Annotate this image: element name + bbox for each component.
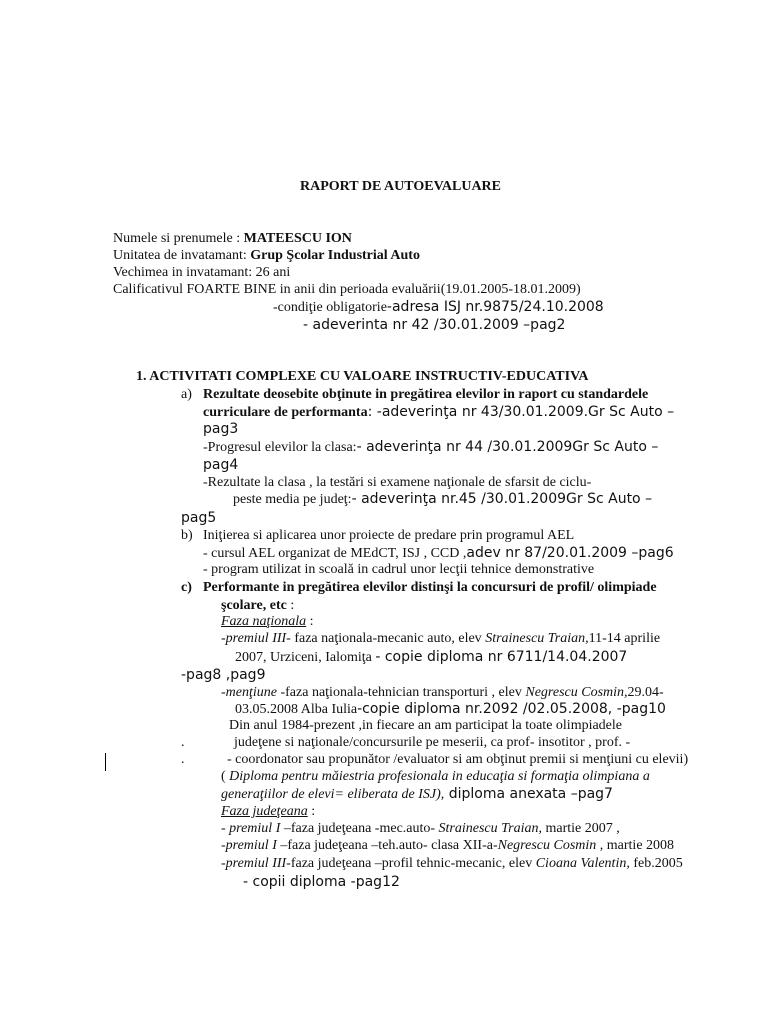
prize3-reference: - copie diploma nr 6711/14.04.2007 bbox=[375, 649, 628, 665]
diploma-title: Diploma pentru măiestria profesionala in educaţia si formaţia olimpiana a bbox=[229, 769, 650, 784]
county-phase-heading bbox=[221, 805, 315, 819]
results-line: -Rezultate la clasa , la testări si examene naţionale de sfarsit de ciclu- bbox=[203, 475, 592, 490]
county-prize3-date: feb.2005 bbox=[629, 856, 683, 871]
national-phase-colon: : bbox=[306, 614, 314, 629]
bullet-dot: . bbox=[181, 735, 185, 750]
prize3-line2 bbox=[235, 650, 627, 665]
prize3-pages: -pag8 ,pag9 bbox=[181, 667, 266, 683]
name-value: MATEESCU ION bbox=[243, 231, 352, 246]
item-a-title-line1: Rezultate deosebite obţinute in pregătirea elevilor in raport cu standardele bbox=[203, 387, 649, 402]
coordinator-line: - coordonator sau propunător /evaluator si am obţinut premii si menţiuni cu elevii) bbox=[227, 752, 689, 767]
county-prize1b-line bbox=[221, 839, 674, 853]
diploma-line bbox=[221, 770, 650, 784]
diploma-reference: diploma anexata –pag7 bbox=[444, 786, 613, 802]
ael-course-text: - cursul AEL organizat de MEdCT, ISJ , CCD , bbox=[203, 546, 467, 561]
results-reference: - adeverinţa nr.45 /30.01.2009Gr Sc Auto – bbox=[351, 491, 653, 507]
since-1984-line: Din anul 1984-prezent ,in fiecare an am participat la toate olimpiadele bbox=[229, 718, 622, 733]
county-prize3-phase: faza judeţeana –profil tehnic-mecanic, elev bbox=[290, 856, 536, 871]
mention-line bbox=[221, 686, 664, 700]
item-a-marker: a) bbox=[181, 387, 192, 402]
county-phase-label: Faza judeţeana bbox=[221, 804, 308, 819]
county-national-line: judeţene si naţionale/concursurile pe meserii, ca prof- insotitor , prof. - bbox=[234, 735, 631, 750]
prize3-phase: faza naţionala-mecanic auto, elev bbox=[290, 631, 486, 646]
county-prize1b-phase: –faza judeţeana –teh.auto- clasa XII-a- bbox=[276, 838, 498, 853]
ael-program-line: - program utilizat in scoală in cadrul unor lecţii tehnice demonstrative bbox=[203, 562, 595, 577]
mention-reference: -copie diploma nr.2092 /02.05.2008, -pag10 bbox=[357, 701, 666, 717]
item-a-reference: : -adeverinţa nr 43/30.01.2009.Gr Sc Auto – bbox=[367, 404, 675, 420]
county-prize1-line bbox=[221, 822, 620, 836]
prize3-date: 11-14 aprilie bbox=[588, 631, 661, 646]
mention-phase: -faza naţionala-tehnician transporturi , elev bbox=[276, 685, 526, 700]
county-prize1-date: martie 2007 , bbox=[542, 821, 620, 836]
results-page: pag5 bbox=[181, 510, 217, 526]
item-a-title-end: curriculare de performanta bbox=[203, 405, 368, 420]
text-cursor bbox=[105, 753, 106, 771]
results-line2 bbox=[233, 492, 652, 507]
progress-label: -Progresul elevilor la clasa: bbox=[203, 440, 357, 455]
seniority-line: Vechimea in invatamant: 26 ani bbox=[113, 265, 291, 280]
item-c-title-line2 bbox=[221, 599, 294, 613]
bullet-dot: . bbox=[181, 752, 185, 767]
condition-line bbox=[273, 300, 604, 315]
mention-student: Negrescu Cosmin, bbox=[525, 685, 628, 700]
progress-page: pag4 bbox=[203, 457, 239, 473]
item-a-reference-page: pag3 bbox=[203, 421, 239, 437]
condition-address: -adresa ISJ nr.9875/24.10.2008 bbox=[386, 299, 604, 315]
unit-line bbox=[113, 249, 420, 263]
national-phase-label: Faza naţionala bbox=[221, 614, 307, 629]
county-prize1b-label: -premiul I bbox=[221, 838, 277, 853]
mention-line2 bbox=[235, 702, 666, 717]
county-prize3-student: Cioana Valentin, bbox=[535, 856, 630, 871]
item-c-title-line1: Performante in pregătirea elevilor distinşi la concursuri de profil/ olimpiade bbox=[203, 580, 657, 595]
prize3-location: 2007, Urziceni, Ialomiţa bbox=[235, 650, 376, 665]
prize3-student: Strainescu Traian, bbox=[485, 631, 589, 646]
item-b-marker: b) bbox=[181, 528, 193, 543]
national-phase-heading bbox=[221, 615, 314, 629]
progress-reference: - adeverinţa nr 44 /30.01.2009Gr Sc Auto – bbox=[356, 439, 659, 455]
county-prize3-line bbox=[221, 857, 683, 871]
certificate-line: - adeverinta nr 42 /30.01.2009 –pag2 bbox=[303, 317, 566, 333]
results-label: peste media pe judeţ: bbox=[233, 492, 352, 507]
county-prize1b-date: , martie 2008 bbox=[596, 838, 675, 853]
item-a-title-line2 bbox=[203, 405, 674, 420]
item-b-text: Iniţierea si aplicarea unor proiecte de predare prin programul AEL bbox=[203, 528, 575, 543]
county-prize1-phase: –faza judeţeana -mec.auto- bbox=[280, 821, 439, 836]
county-prize1-label: - premiul I bbox=[221, 821, 281, 836]
progress-line bbox=[203, 440, 658, 455]
name-line bbox=[113, 232, 352, 246]
county-phase-colon: : bbox=[307, 804, 316, 819]
name-label: Numele si prenumele : bbox=[113, 231, 244, 246]
ael-course-line bbox=[203, 546, 674, 561]
item-c-marker: c) bbox=[181, 580, 192, 595]
unit-value: Grup Şcolar Industrial Auto bbox=[250, 248, 420, 263]
county-prize3-label: -premiul III- bbox=[221, 856, 291, 871]
rating-line: Calificativul FOARTE BINE in anii din perioada evaluării(19.01.2005-18.01.2009) bbox=[113, 282, 581, 297]
section-heading: 1. ACTIVITATI COMPLEXE CU VALOARE INSTRUCTIV-EDUCATIVA bbox=[136, 369, 589, 384]
mention-label: -menţiune bbox=[221, 685, 277, 700]
item-c-title-colon: : bbox=[286, 598, 295, 613]
unit-label: Unitatea de invatamant: bbox=[113, 248, 251, 263]
document-title: RAPORT DE AUTOEVALUARE bbox=[300, 179, 501, 194]
diploma-issuer: generaţiilor de elevi= eliberata de ISJ), bbox=[221, 787, 445, 802]
diploma-open-paren: ( bbox=[221, 769, 230, 784]
county-prize1b-student: Negrescu Cosmin bbox=[497, 838, 597, 853]
prize3-line bbox=[221, 632, 660, 646]
ael-course-reference: adev nr 87/20.01.2009 –pag6 bbox=[466, 545, 674, 561]
mention-location: 03.05.2008 Alba Iulia bbox=[235, 702, 358, 717]
mention-date: 29.04- bbox=[627, 685, 664, 700]
county-prize1-student: Strainescu Traian, bbox=[438, 821, 543, 836]
diploma-line2 bbox=[221, 787, 613, 802]
condition-label: -condiţie obligatorie bbox=[273, 300, 387, 315]
prize3-label: -premiul III- bbox=[221, 631, 291, 646]
item-c-title-end: şcolare, etc bbox=[221, 598, 287, 613]
diploma-copies-line: - copii diploma -pag12 bbox=[243, 874, 400, 890]
